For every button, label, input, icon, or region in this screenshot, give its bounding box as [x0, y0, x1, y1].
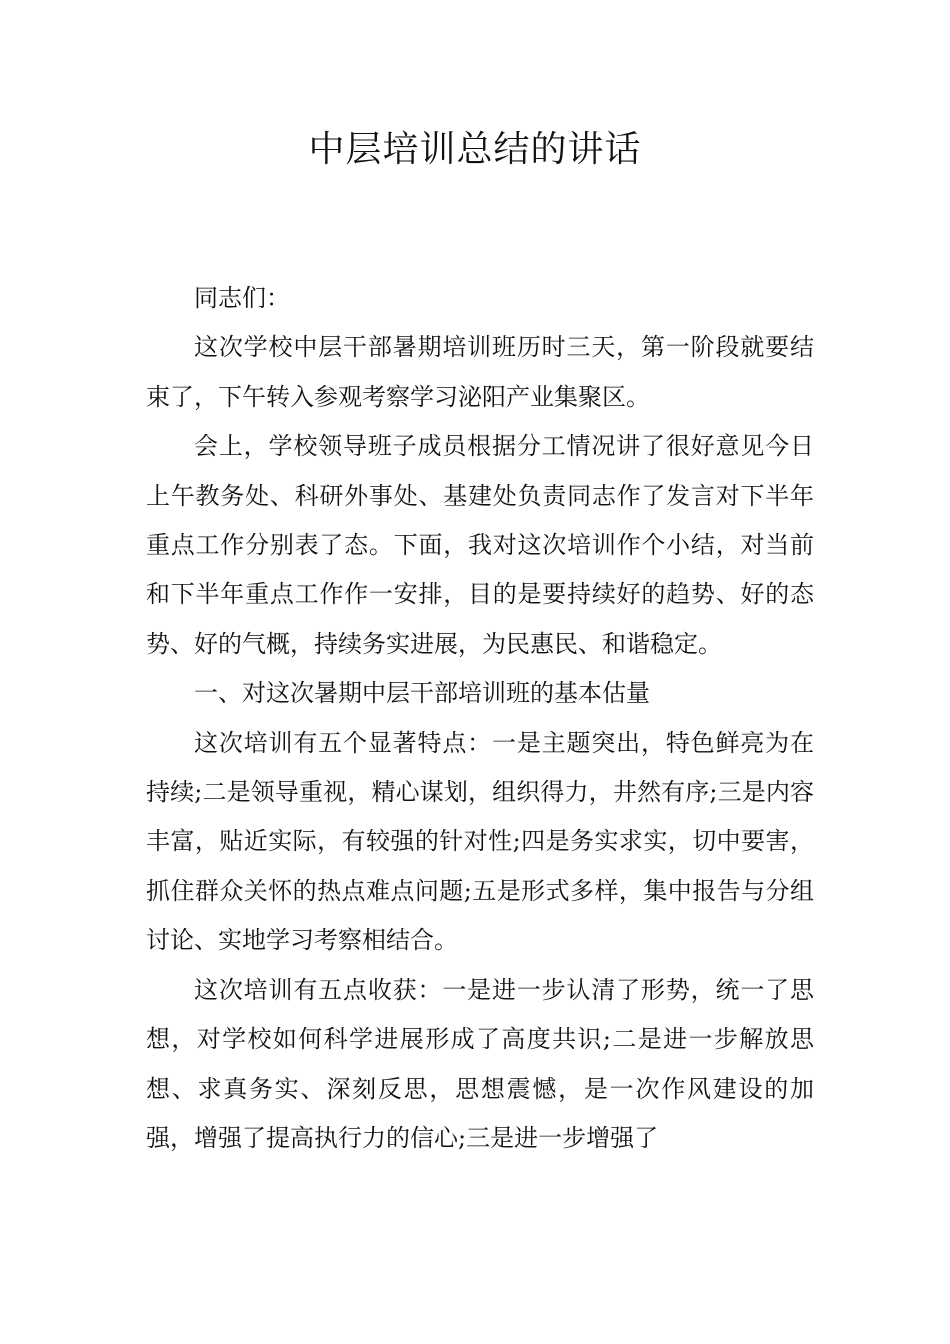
- section-heading-1: 一、对这次暑期中层干部培训班的基本估量: [194, 679, 650, 708]
- paragraph-salutation: 同志们：: [194, 284, 290, 312]
- paragraph-gains: 这次培训有五点收获：一是进一步认清了形势，统一了思想，对学校如何科学进展形成了高度共识;二是进一步解放思想、求真务实、深刻反思，思想震憾，是一次作风建设的加强，增强了提高执行力的信心;三是进一步增强了: [146, 975, 814, 1152]
- paragraph-meeting-summary: 会上，学校领导班子成员根据分工情况讲了很好意见今日上午教务处、科研外事处、基建处负责同志作了发言对下半年重点工作分别表了态。下面，我对这次培训作个小结，对当前和下半年重点工作作一安排，目的是要持续好的趋势、好的态势、好的气概，持续务实进展，为民惠民、和谐稳定。: [146, 432, 814, 658]
- paragraph-features: 这次培训有五个显著特点：一是主题突出，特色鲜亮为在持续;二是领导重视，精心谋划，组织得力，井然有序;三是内容丰富，贴近实际，有较强的针对性;四是务实求实，切中要害，抓住群众关怀的热点难点问题;五是形式多样，集中报告与分组讨论、实地学习考察相结合。: [146, 728, 814, 955]
- document-title: 中层培训总结的讲话: [308, 129, 642, 170]
- paragraph-intro: 这次学校中层干部暑期培训班历时三天，第一阶段就要结束了，下午转入参观考察学习泌阳产业集聚区。: [146, 333, 814, 411]
- document-body: [146, 274, 814, 1163]
